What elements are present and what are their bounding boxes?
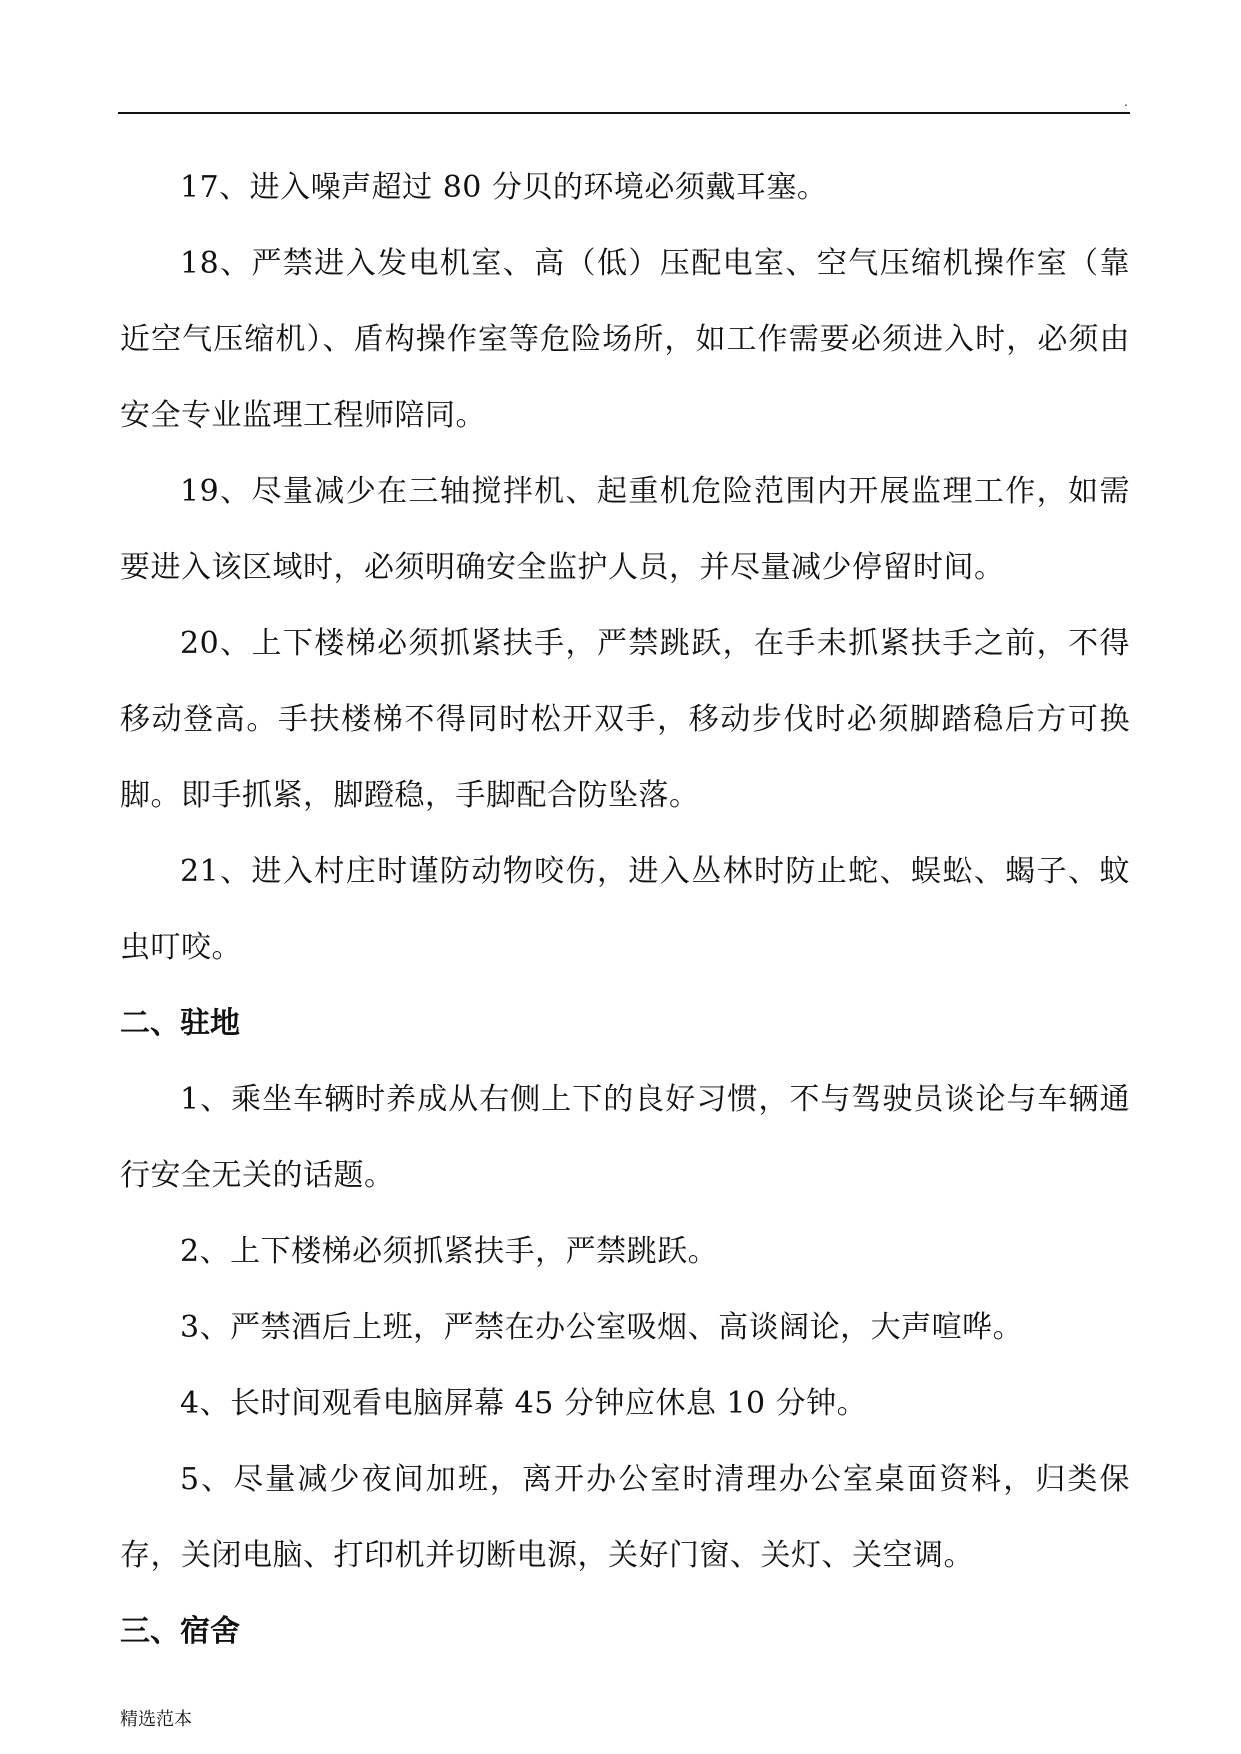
paragraph-21: 21、进入村庄时谨防动物咬伤，进入丛林时防止蛇、蜈蚣、蝎子、蚊虫叮咬。 xyxy=(120,854,1130,965)
section-heading-dormitory: 三、宿舍 xyxy=(120,1614,240,1649)
section-heading-residence: 二、驻地 xyxy=(120,1006,240,1041)
paragraph-17: 17、进入噪声超过 80 分贝的环境必须戴耳塞。 xyxy=(180,170,828,205)
paragraph-19: 19、尽量减少在三轴搅拌机、起重机危险范围内开展监理工作，如需要进入该区域时，必须明确安全监护人员，并尽量减少停留时间。 xyxy=(120,474,1130,585)
paragraph-18: 18、严禁进入发电机室、高（低）压配电室、空气压缩机操作室（靠近空气压缩机）、盾构操作室等危险场所，如工作需要必须进入时，必须由安全专业监理工程师陪同。 xyxy=(120,246,1130,433)
footer-label: 精选范本 xyxy=(120,1709,192,1730)
residence-paragraph-5: 5、尽量减少夜间加班，离开办公室时清理办公室桌面资料，归类保存，关闭电脑、打印机并切断电源，关好门窗、关灯、关空调。 xyxy=(120,1462,1130,1573)
paragraph-20: 20、上下楼梯必须抓紧扶手，严禁跳跃，在手未抓紧扶手之前，不得移动登高。手扶楼梯不得同时松开双手，移动步伐时必须脚踏稳后方可换脚。即手抓紧，脚蹬稳，手脚配合防坠落。 xyxy=(120,626,1130,813)
residence-paragraph-3: 3、严禁酒后上班，严禁在办公室吸烟、高谈阔论，大声喧哗。 xyxy=(180,1310,1024,1345)
residence-paragraph-2: 2、上下楼梯必须抓紧扶手，严禁跳跃。 xyxy=(180,1234,719,1269)
header-rule xyxy=(118,112,1130,114)
residence-paragraph-4: 4、长时间观看电脑屏幕 45 分钟应休息 10 分钟。 xyxy=(180,1386,868,1421)
residence-paragraph-1: 1、乘坐车辆时养成从右侧上下的良好习惯，不与驾驶员谈论与车辆通行安全无关的话题。 xyxy=(120,1082,1130,1193)
document-body xyxy=(120,150,1130,1670)
header-dot: . xyxy=(1124,95,1128,109)
